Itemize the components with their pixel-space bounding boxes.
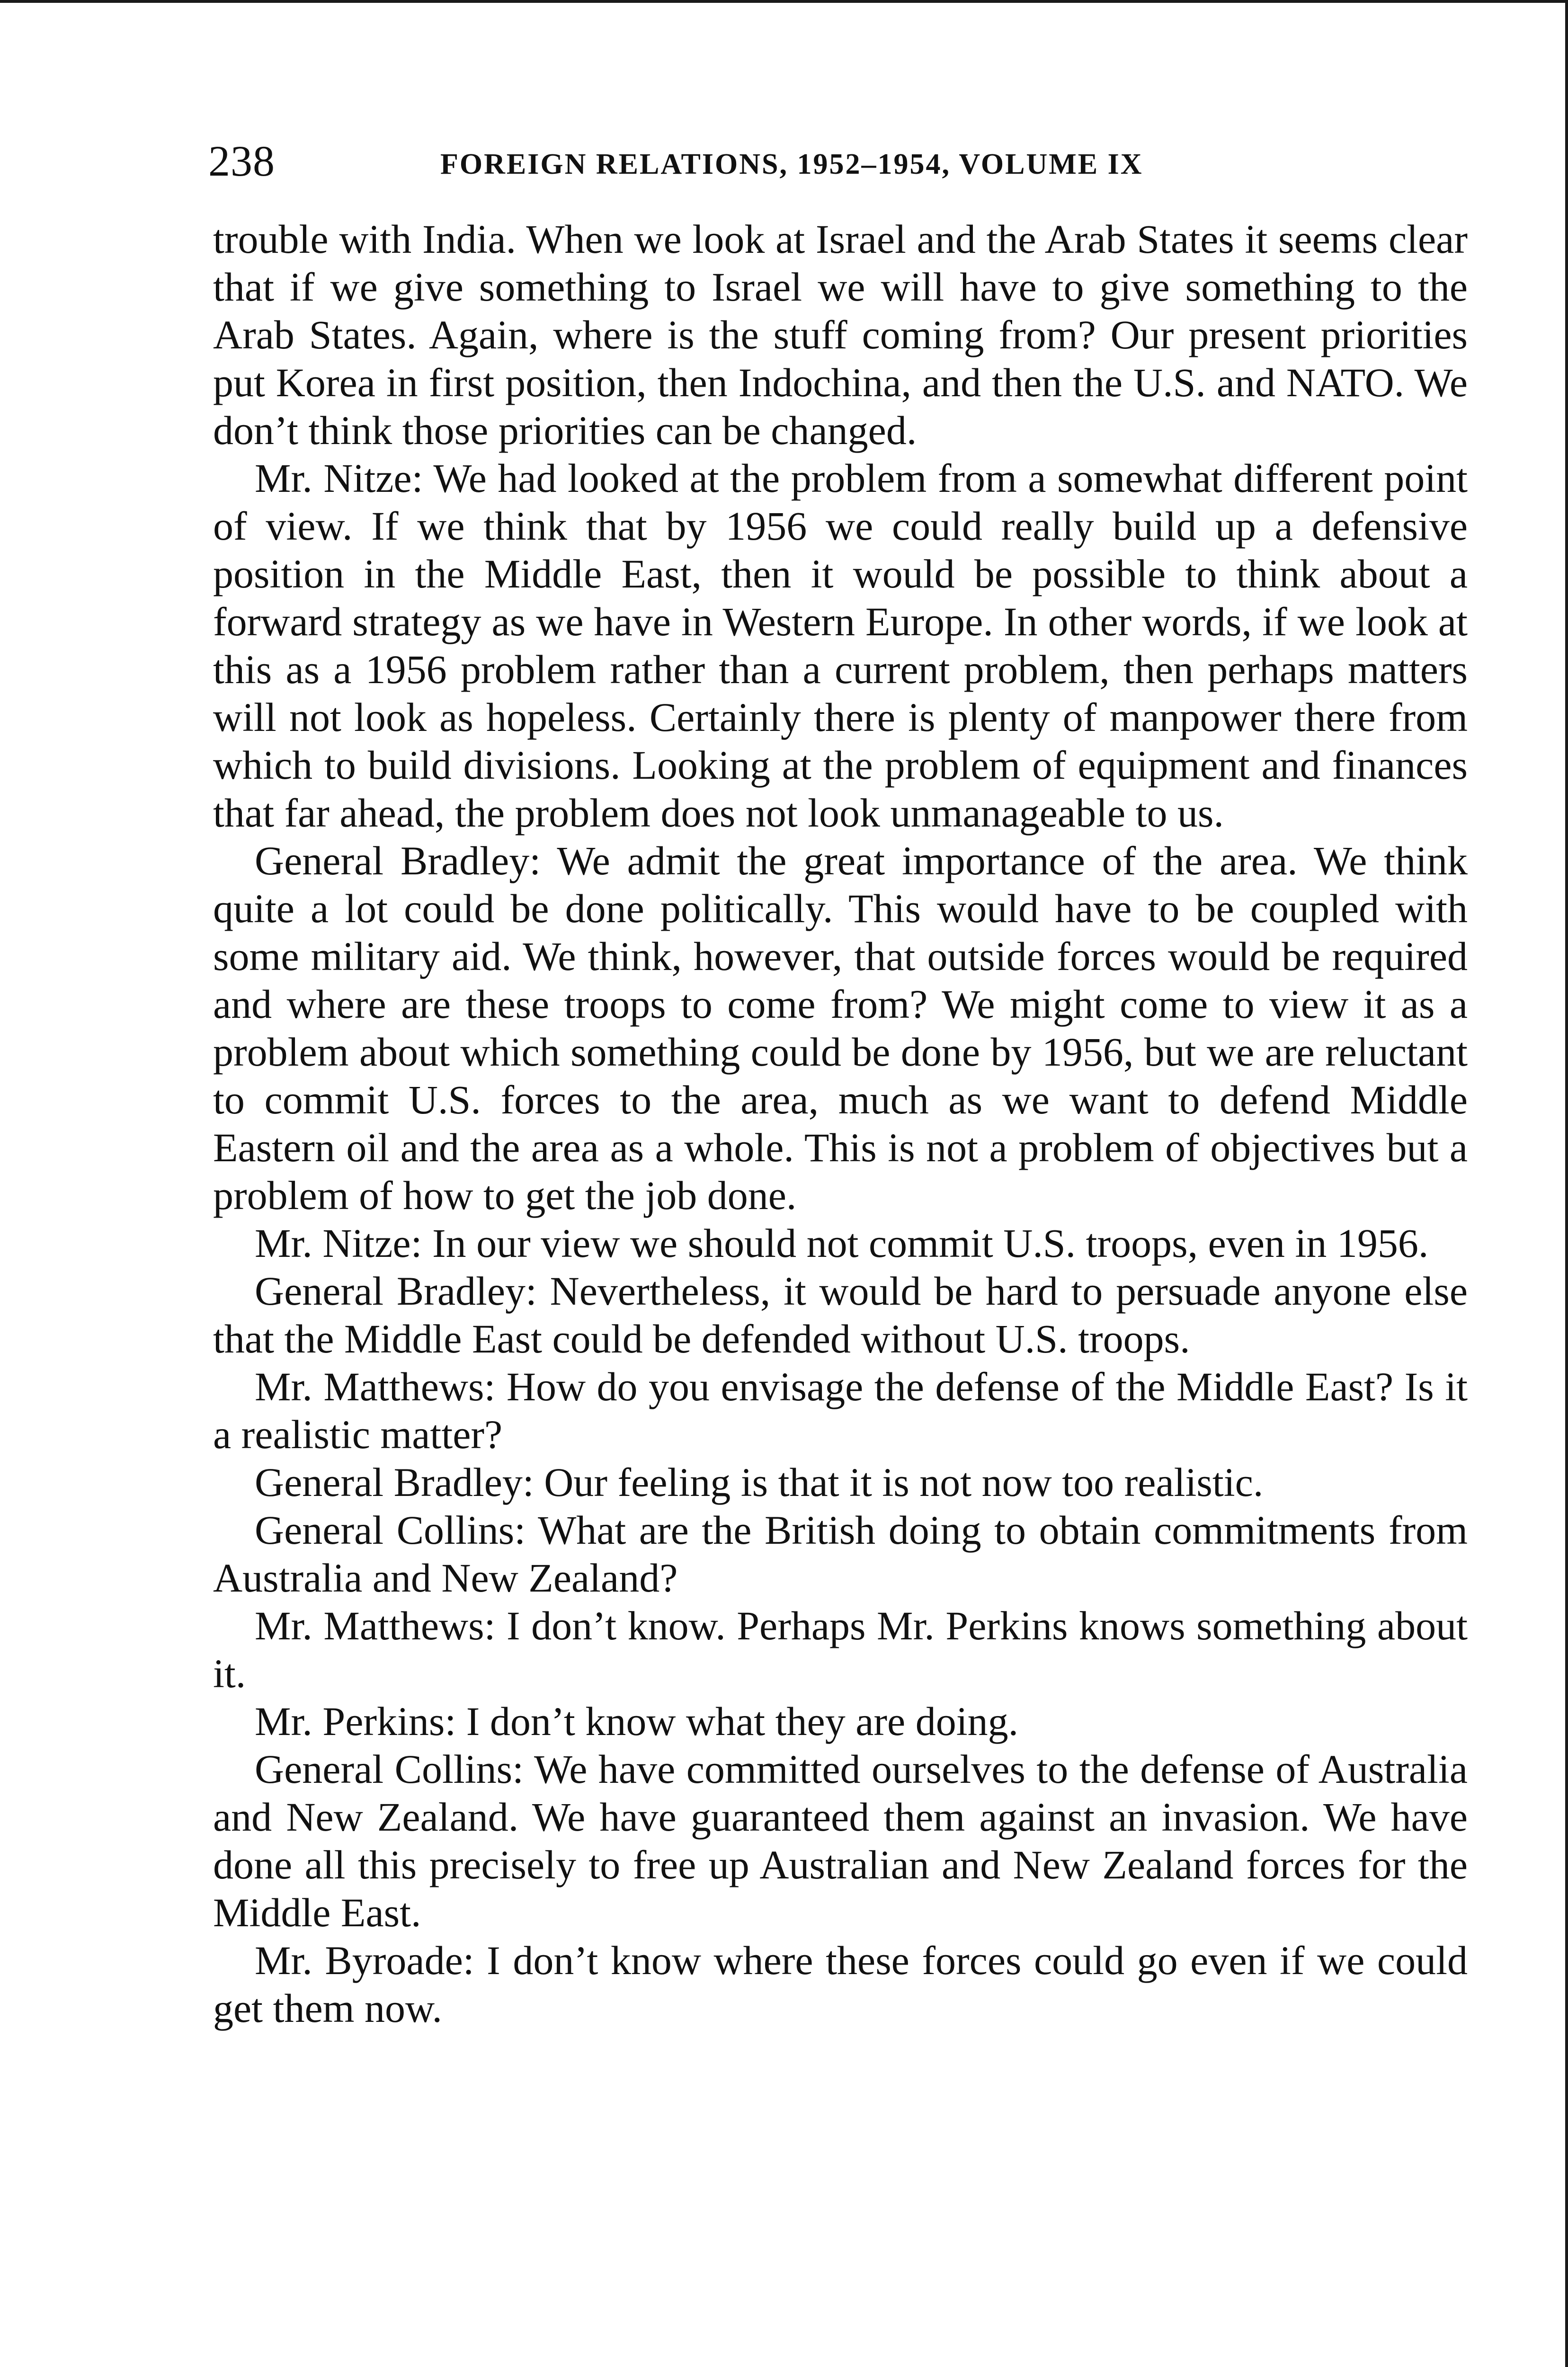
- paragraph-collins-1: General Collins: What are the British doing to obtain commitments from Australia and New Zealand?: [213, 1507, 1468, 1601]
- paragraph-matthews-1: Mr. Matthews: How do you envisage the defense of the Middle East? Is it a realistic matter?: [213, 1364, 1468, 1457]
- paragraph-matthews-2: Mr. Matthews: I don’t know. Perhaps Mr. Perkins knows something about it.: [213, 1603, 1468, 1696]
- paragraph-nitze-2: Mr. Nitze: In our view we should not commit U.S. troops, even in 1956.: [255, 1220, 1429, 1266]
- page-header: [208, 135, 1468, 192]
- paragraph-bradley-1: General Bradley: We admit the great importance of the area. We think quite a lot could be done politically. This would have to be coupled with some military aid. We think, however, that outside forces would be required and where are these troops to come from? We might come to view it as a problem about which something could be done by 1956, but we are reluctant to commit U.S. forces to the area, much as we want to defend Middle Eastern oil and the area as a whole. This is not a problem of objectives but a problem of how to get the job done.: [213, 838, 1468, 1218]
- paragraph-byroade-1: Mr. Byroade: I don’t know where these forces could go even if we could get them now.: [213, 1938, 1468, 2031]
- page-number: 238: [208, 137, 275, 185]
- paragraph-collins-2: General Collins: We have committed ourselves to the defense of Australia and New Zealand. We have guaranteed them against an invasion. We have done all this precisely to free up Australian and New Zealand forces for the Middle East.: [213, 1746, 1468, 1935]
- scan-border-top: [0, 0, 1568, 3]
- body-text: [213, 215, 1468, 2032]
- paragraph-perkins-1: Mr. Perkins: I don’t know what they are doing.: [255, 1699, 1019, 1744]
- paragraph-continuation: trouble with India. When we look at Israel and the Arab States it seems clear that if we give something to Israel we will have to give something to the Arab States. Again, where is the stuff coming from? Our present priorities put Korea in first position, then Indochina, and then the U.S. and NATO. We don’t think those priorities can be changed.: [213, 216, 1468, 453]
- paragraph-bradley-2: General Bradley: Nevertheless, it would be hard to persuade anyone else that the Middle East could be defended without U.S. troops.: [213, 1268, 1468, 1361]
- scan-border-right: [1565, 0, 1568, 2367]
- paragraph-bradley-3: General Bradley: Our feeling is that it is not now too realistic.: [255, 1459, 1264, 1505]
- running-head: FOREIGN RELATIONS, 1952–1954, VOLUME IX: [440, 148, 1143, 180]
- paragraph-nitze-1: Mr. Nitze: We had looked at the problem from a somewhat different point of view. If we think that by 1956 we could really build up a defensive position in the Middle East, then it would be possible to think about a forward strategy as we have in Western Europe. In other words, if we look at this as a 1956 problem rather than a current problem, then perhaps matters will not look as hopeless. Certainly there is plenty of manpower there from which to build divisions. Looking at the problem of equipment and finances that far ahead, the problem does not look unmanageable to us.: [213, 455, 1468, 836]
